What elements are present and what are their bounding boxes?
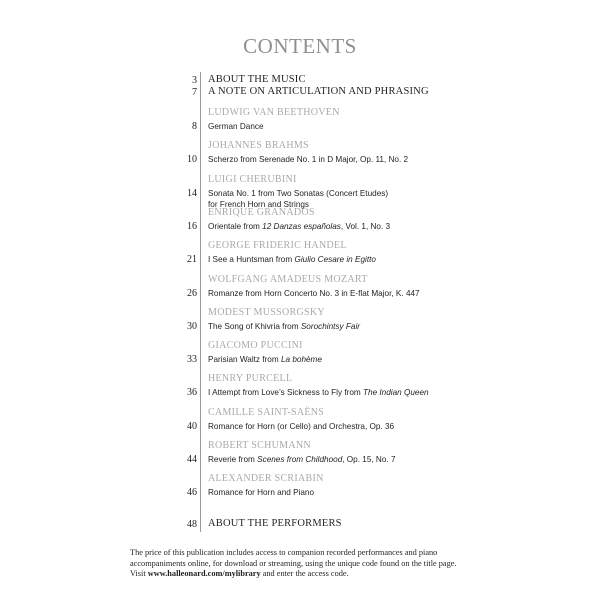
composer-name: MODEST MUSSORGSKY [208, 307, 325, 318]
composer-name: JOHANNES BRAHMS [208, 140, 309, 151]
front-matter-entry: ABOUT THE MUSIC [208, 74, 306, 85]
work-title: Romance for Horn (or Cello) and Orchestra, Op. 36 [208, 422, 395, 431]
work-title-text: I Attempt from Love’s Sickness to Fly from [208, 388, 364, 397]
access-note-line-2: accompaniments online, for download or streaming, using the unique code found on the title page. [130, 558, 457, 568]
work-title-text: I See a Huntsman from [208, 255, 295, 264]
work-title-italic: The Indian Queen [363, 388, 429, 397]
page-number: 46 [187, 487, 197, 498]
page-number: 3 [192, 75, 197, 86]
work-title-suffix: , Vol. 1, No. 3 [340, 222, 391, 231]
library-url[interactable]: www.halleonard.com/mylibrary [147, 569, 261, 578]
access-note-line-3 [130, 569, 580, 580]
composer-name: ALEXANDER SCRIABIN [208, 473, 324, 484]
composer-name: ENRIQUE GRANADOS [208, 207, 315, 218]
work-title-suffix: , Op. 15, No. 7 [342, 455, 396, 464]
work-title-text: Parisian Waltz from [208, 355, 281, 364]
work-title [208, 454, 396, 465]
composer-name: ROBERT SCHUMANN [208, 440, 311, 451]
work-title-italic: Sorochintsy Fair [300, 322, 360, 331]
work-title-italic: Scenes from Childhood [257, 455, 343, 464]
access-note-visit: Visit [130, 569, 148, 578]
page-number: 44 [187, 454, 197, 465]
work-title-italic: Giulio Cesare in Egitto [294, 255, 376, 264]
work-title [208, 321, 360, 332]
access-note [130, 548, 580, 580]
page-title: CONTENTS [243, 34, 357, 58]
page-number: 16 [187, 221, 197, 232]
back-matter-entry: ABOUT THE PERFORMERS [208, 518, 342, 529]
composer-name: LUDWIG VAN BEETHOVEN [208, 107, 340, 118]
page-number: 48 [187, 519, 197, 530]
page-number: 14 [187, 188, 197, 199]
work-title-text: Reverie from [208, 455, 258, 464]
page-number: 30 [187, 321, 197, 332]
page-number: 26 [187, 288, 197, 299]
page-number: 8 [192, 121, 197, 132]
composer-name: WOLFGANG AMADEUS MOZART [208, 274, 368, 285]
work-title: Romanze from Horn Concerto No. 3 in E-flat Major, K. 447 [208, 289, 420, 298]
access-note-tail: and enter the access code. [260, 569, 349, 578]
work-title: German Dance [208, 122, 264, 131]
work-title: Sonata No. 1 from Two Sonatas (Concert Etudes) [208, 189, 389, 198]
work-title: for French Horn and Strings [208, 200, 310, 209]
work-title-text: The Song of Khivria from [208, 322, 301, 331]
front-matter-entry: A NOTE ON ARTICULATION AND PHRASING [208, 86, 429, 97]
access-note-line-1: The price of this publication includes access to companion recorded performances and piano [130, 548, 438, 557]
work-title: Scherzo from Serenade No. 1 in D Major, Op. 11, No. 2 [208, 155, 409, 164]
composer-name: GEORGE FRIDERIC HANDEL [208, 240, 347, 251]
composer-name: GIACOMO PUCCINI [208, 340, 303, 351]
work-title-italic: 12 Danzas españolas [262, 222, 341, 231]
work-title-text: Orientale from [208, 222, 263, 231]
work-title [208, 387, 429, 398]
work-title [208, 354, 322, 365]
composer-name: LUIGI CHERUBINI [208, 174, 297, 185]
page-number: 7 [192, 87, 197, 98]
work-title-italic: La bohème [280, 355, 322, 364]
page-number: 36 [187, 387, 197, 398]
page-number: 33 [187, 354, 197, 365]
composer-name: HENRY PURCELL [208, 373, 293, 384]
page-number: 40 [187, 421, 197, 432]
page-number: 21 [187, 254, 197, 265]
page-number: 10 [187, 154, 197, 165]
work-title [208, 221, 390, 232]
composer-name: CAMILLE SAINT-SAËNS [208, 407, 325, 418]
work-title [208, 254, 376, 265]
work-title: Romance for Horn and Piano [208, 488, 315, 497]
